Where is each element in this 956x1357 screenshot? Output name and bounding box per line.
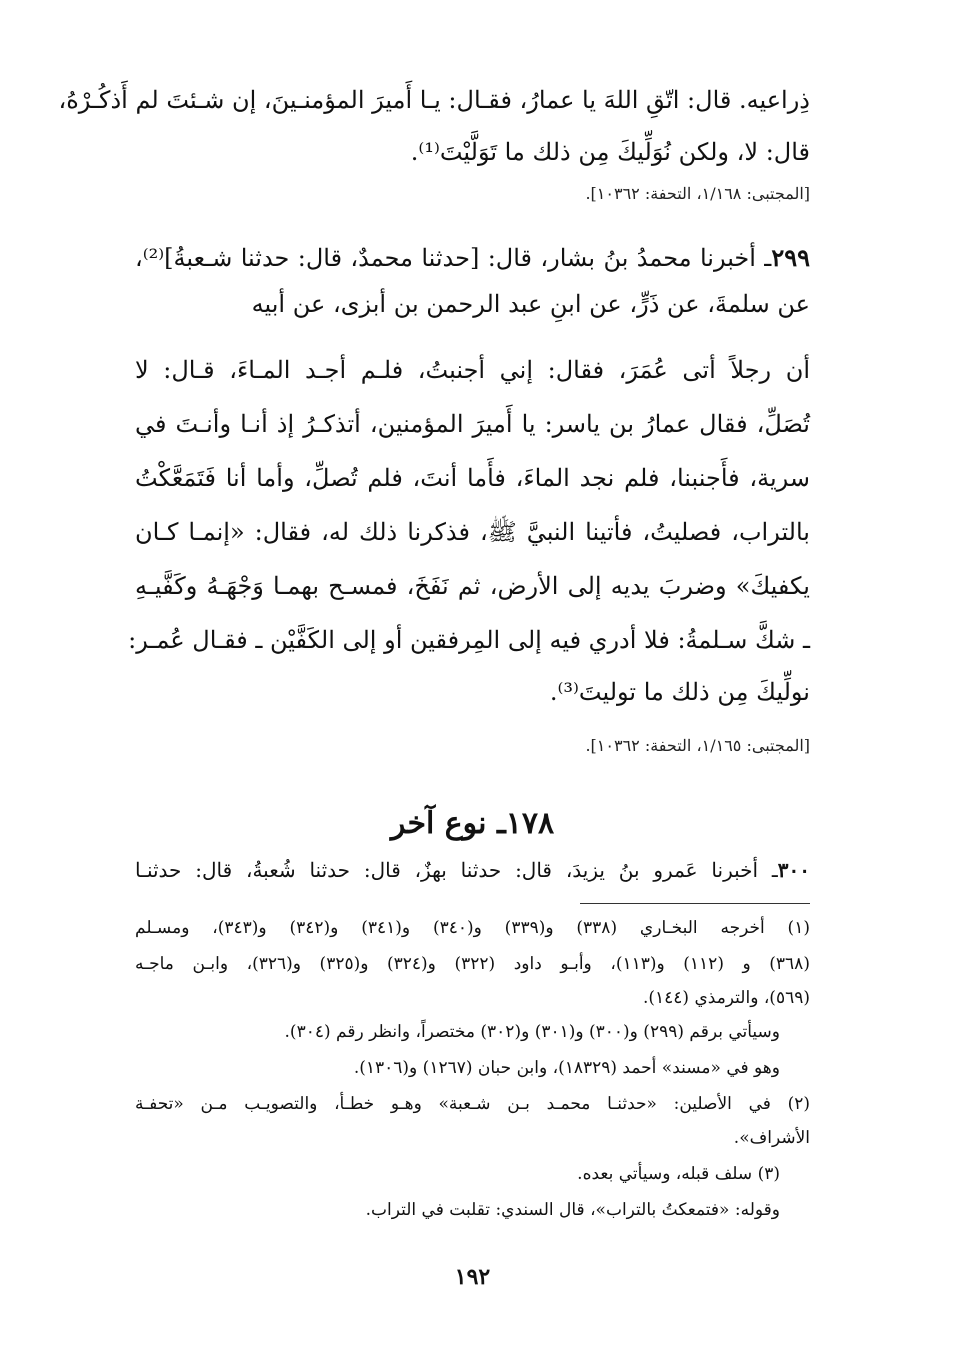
hadith-number: ٣٠٠ xyxy=(777,858,810,882)
hadith-body-line: بالتراب، فصليتُ، فأتينا النبيَّ ﷺ، فذكرنا ذلك له، فقال: «إنمـا كـان xyxy=(135,518,810,546)
hadith-heading-line xyxy=(135,850,810,890)
hadith-body-line: سرية، فأَجنبنا، فلم نجد الماءَ، فأَما أنتَ، فلم تُصلِّ، وأما أنا فَتَمَعَّكْتُ xyxy=(135,464,810,492)
footnote-line: وسيأتي برقم (٢٩٩) و(٣٠٠) و(٣٠١) و(٣٠٢) مختصراً، وانظر رقم (٣٠٤). xyxy=(284,1022,780,1042)
footnote-line: (٢) في الأصلين: «حدثنـا محمـد بـن شـعبة» وهـو خطـأ، والتصويـب مـن «تحفـة xyxy=(135,1094,810,1114)
hadith-body-line: أن رجلاً أتى عُمَرَ، فقال: إني أجنبتُ، فلـم أجـد المـاءَ، قـال: لا xyxy=(135,356,811,384)
hadith-isnad-line: عن سلمةَ، عن ذَرٍّ، عن ابنِ عبد الرحمن بن أبزى، عن أبيه xyxy=(251,290,810,318)
hadith-heading-line xyxy=(135,238,810,278)
hadith-number: ٢٩٩ xyxy=(771,243,810,272)
footnote-separator xyxy=(580,903,810,904)
citation: [المجتبى: ١/١٦٥، التحفة: ١٠٣٦٢]. xyxy=(585,736,810,755)
hadith-body-line: ـ شكَّ سـلمةُ: فلا أدري فيه إلى المِرفقين أو إلى الكَفَّيْن ـ فقـال عُمـر: xyxy=(128,626,810,654)
hadith-body-line: نولِّيكَ مِن ذلك ما توليتَ⁽³⁾. xyxy=(549,678,810,706)
text-line: قال: لا، ولكن نُوَلِّيكَ مِن ذلك ما تَوَلَّيْتَ⁽¹⁾. xyxy=(410,138,810,166)
footnote-line: (٣٦٨) و (١١٢) و(١١٣)، وأبـو داود (٣٢٢) و(٣٢٤) و(٣٢٥) و(٣٢٦)، وابـن ماجـه xyxy=(135,954,810,974)
citation: [المجتبى: ١/١٦٨، التحفة: ١٠٣٦٢]. xyxy=(585,184,810,203)
hadith-isnad: ـ أخبرنا عَمرو بنُ يزيدَ، قال: حدثنا بهزٌ، قال: حدثنا شُعبةُ، قال: حدثنـا xyxy=(135,858,778,882)
chapter-heading: ١٧٨ـ نوع آخر xyxy=(390,806,555,841)
footnote-line: وقوله: «فتمعكتُ بالتراب»، قال السندي: تقلبت في التراب. xyxy=(365,1200,780,1220)
text-line: ذِراعيه. قال: اتّقِ اللهَ يا عمارُ، فقـال: يـا أَميرَ المؤمنـينَ، إن شـئتَ لم أَذكُـرْهُ، xyxy=(58,86,810,114)
hadith-isnad: ـ أخبرنا محمدُ بنُ بشار، قال: [حدثنا محمدٌ، قال: حدثنا شـعبةُ]⁽²⁾، xyxy=(135,244,772,272)
hadith-body-line: تُصَلِّ، فقال عمارُ بن ياسر: يا أَميرَ المؤمنين، أتذكـرُ إذ أنـا وأنـتَ في xyxy=(135,410,810,438)
page-number: ١٩٢ xyxy=(454,1264,491,1290)
footnote-line: (١) أخرجه البخـاري (٣٣٨) و(٣٣٩) و(٣٤٠) و(٣٤١) و(٣٤٢) و(٣٤٣)، ومسـلم xyxy=(135,918,810,938)
footnote-line: الأشراف». xyxy=(733,1128,810,1148)
footnote-line: (٥٦٩)، والترمذي (١٤٤). xyxy=(642,988,810,1008)
footnote-line: (٣) سلف قبله، وسيأتي بعده. xyxy=(577,1164,780,1184)
hadith-body-line: يكفيكَ» وضربَ يديه إلى الأرض، ثم نَفَخَ، فمسـح بهمـا وَجْهَـهُ وكَفَّيـهِ xyxy=(135,572,810,600)
footnote-line: وهو في «مسند» أحمد (١٨٣٢٩)، وابن حبان (١٢٦٧) و(١٣٠٦). xyxy=(353,1058,780,1078)
